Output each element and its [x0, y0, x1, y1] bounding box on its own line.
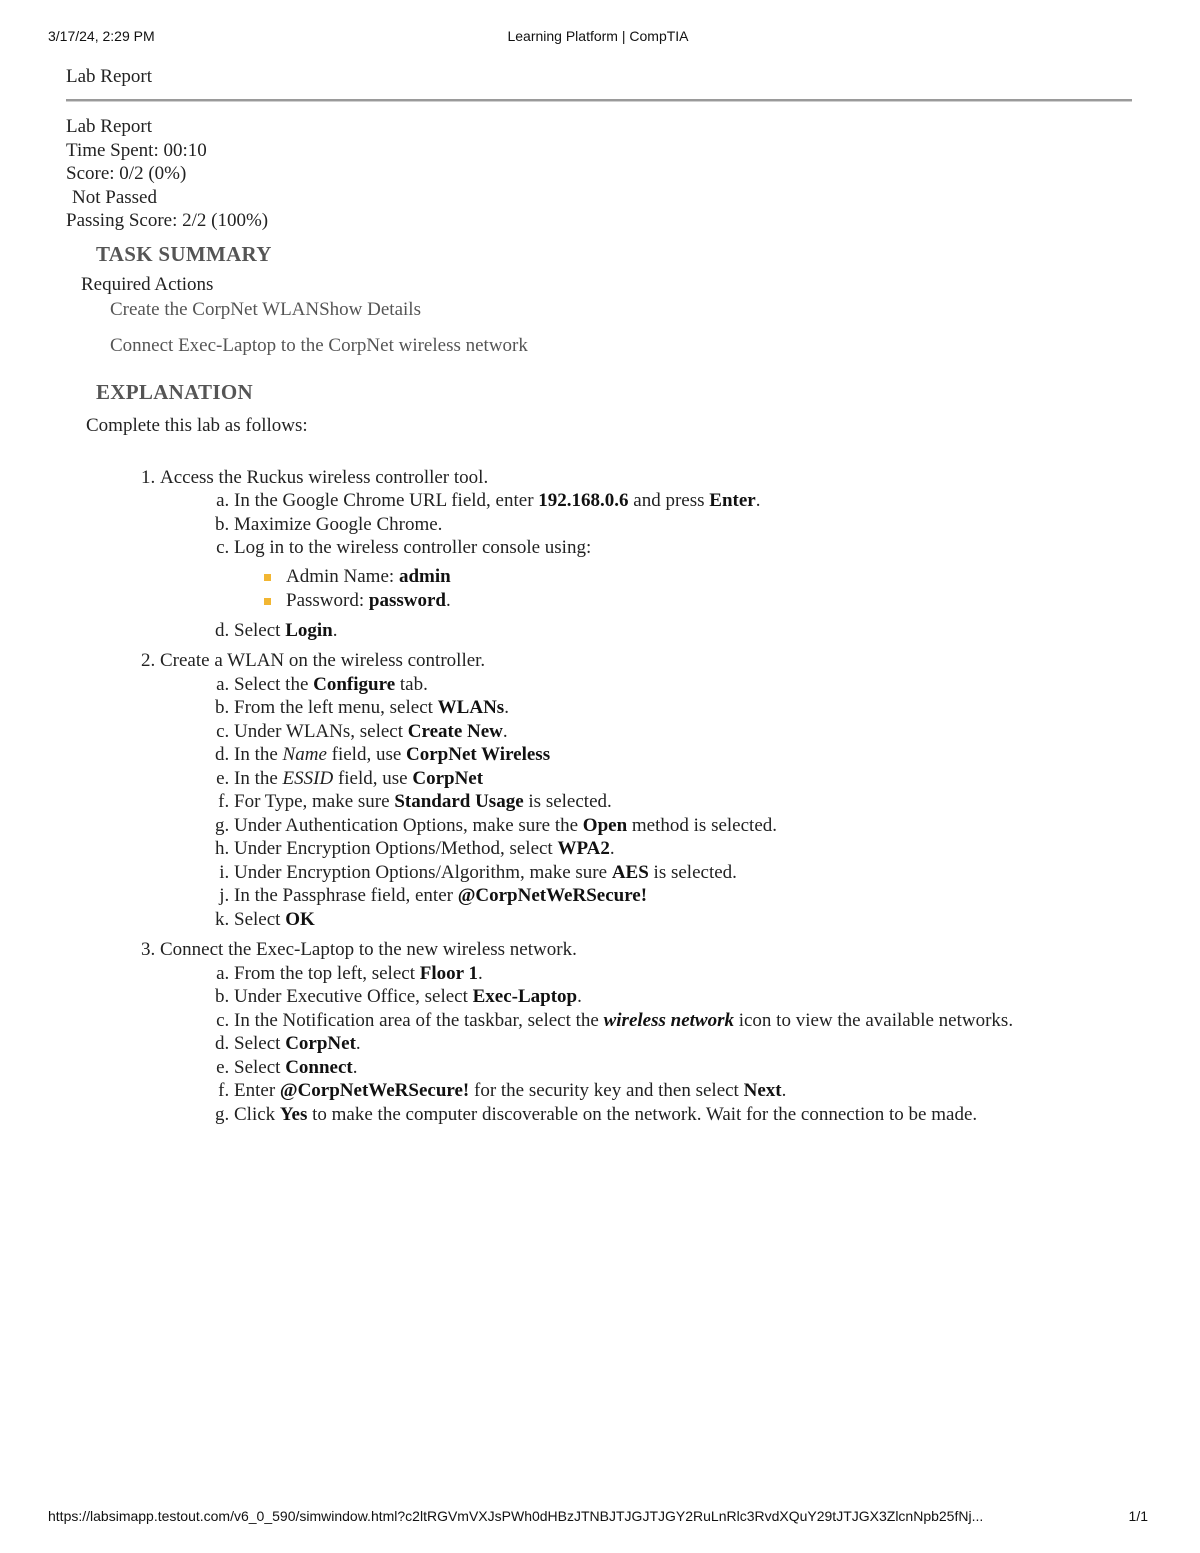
passing-score: Passing Score: 2/2 (100%)	[66, 210, 269, 231]
substep-item: c. In the Notification area of the taskbar, select the wireless network icon to view the available networks.	[234, 1009, 1132, 1033]
page-number: 1/1	[1128, 1508, 1148, 1524]
print-page-title: Learning Platform | CompTIA	[507, 28, 689, 44]
steps-list	[66, 466, 1132, 1127]
substep-item: e. In the ESSID field, use CorpNet	[234, 767, 1132, 791]
step-text: Access the Ruckus wireless controller tool.	[160, 466, 489, 488]
score: Score: 0/2 (0%)	[66, 163, 187, 184]
square-bullet-icon	[264, 574, 271, 581]
explanation-heading: EXPLANATION	[96, 379, 253, 404]
substep-item: a. From the top left, select Floor 1.	[234, 962, 1132, 986]
substep-item: d. Select CorpNet.	[234, 1032, 1132, 1056]
substep-item: d. Select Login.	[234, 619, 1132, 643]
step-text: Connect the Exec-Laptop to the new wireless network.	[160, 939, 577, 960]
time-spent: Time Spent: 00:10	[66, 139, 207, 161]
lab-report-content	[66, 64, 1132, 1126]
step-item	[160, 649, 1132, 931]
credential-item: Admin Name: admin	[264, 565, 1132, 589]
required-action-item: Connect Exec-Laptop to the CorpNet wireless network	[110, 334, 528, 356]
required-action-item[interactable]: Create the CorpNet WLANShow Details	[110, 298, 421, 320]
substep-item: k. Select OK	[234, 908, 1132, 932]
substep-item: c. Under WLANs, select Create New.	[234, 720, 1132, 744]
report-summary	[66, 115, 1132, 233]
substep-item: f. For Type, make sure Standard Usage is selected.	[234, 790, 1132, 814]
substep-item: g. Under Authentication Options, make sure the Open method is selected.	[234, 814, 1132, 838]
step-text: Create a WLAN on the wireless controller.	[160, 650, 486, 671]
page-url: https://labsimapp.testout.com/v6_0_590/simwindow.html?c2ltRGVmVXJsPWh0dHBzJTNBJTJGJTJGY2RuLnRlc3RvdXQuY29tJTJGX3ZlcnNpb25fNj...	[48, 1508, 984, 1524]
substeps-list	[160, 962, 1132, 1127]
substep-item: e. Select Connect.	[234, 1056, 1132, 1080]
status-badge: Not Passed	[72, 186, 157, 208]
substep-item: g. Click Yes to make the computer discoverable on the network. Wait for the connection to be made.	[234, 1103, 1132, 1127]
substeps-list	[160, 489, 1132, 642]
substep-item: a. Select the Configure tab.	[234, 673, 1132, 697]
required-actions-label: Required Actions	[81, 273, 214, 295]
substep-item: b. From the left menu, select WLANs.	[234, 696, 1132, 720]
square-bullet-icon	[264, 598, 271, 605]
print-header	[48, 28, 1148, 48]
step-item	[160, 938, 1132, 1126]
substep-item: b. Maximize Google Chrome.	[234, 513, 1132, 537]
substep-item: f. Enter @CorpNetWeRSecure! for the security key and then select Next.	[234, 1079, 1132, 1103]
substep-item: d. In the Name field, use CorpNet Wireless	[234, 743, 1132, 767]
substep-item: h. Under Encryption Options/Method, select WPA2.	[234, 837, 1132, 861]
substeps-list	[160, 673, 1132, 932]
print-footer	[48, 1508, 1148, 1528]
task-summary-heading: TASK SUMMARY	[96, 241, 272, 266]
substep-item: i. Under Encryption Options/Algorithm, make sure AES is selected.	[234, 861, 1132, 885]
page-title: Lab Report	[66, 66, 153, 87]
divider	[66, 99, 1132, 102]
print-datetime: 3/17/24, 2:29 PM	[48, 28, 155, 44]
substep-item: j. In the Passphrase field, enter @CorpNetWeRSecure!	[234, 884, 1132, 908]
credential-item: Password: password.	[264, 589, 1132, 613]
substep-item: a. In the Google Chrome URL field, enter 192.168.0.6 and press Enter.	[234, 489, 1132, 513]
substep-item: b. Under Executive Office, select Exec-Laptop.	[234, 985, 1132, 1009]
step-item	[160, 466, 1132, 643]
explanation-intro: Complete this lab as follows:	[86, 414, 308, 436]
substep-item: c. Log in to the wireless controller console using: Admin Name: admin Password: password.	[234, 536, 1132, 613]
report-heading: Lab Report	[66, 116, 153, 137]
credentials-list	[234, 565, 1132, 613]
